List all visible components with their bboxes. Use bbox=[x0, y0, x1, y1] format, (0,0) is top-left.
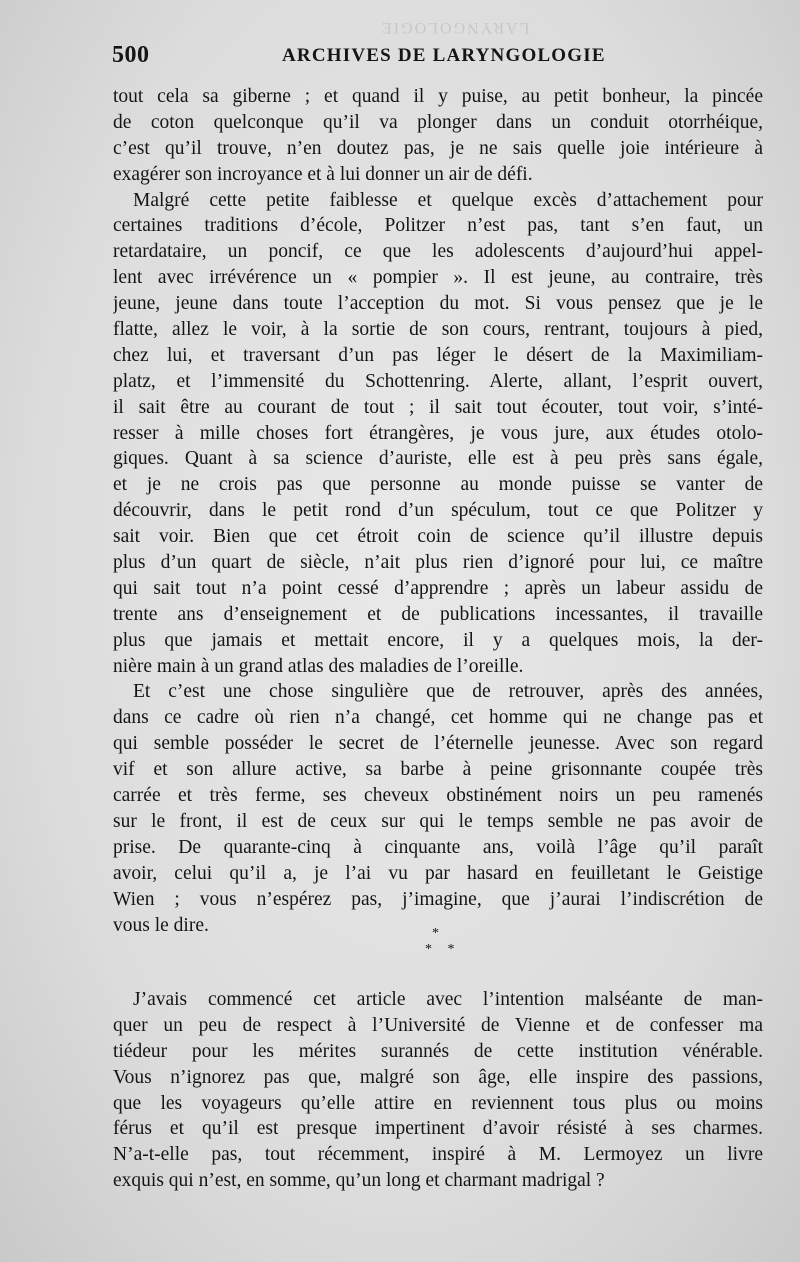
text-line: vif et son allure active, sa barbe à peine grisonnante coupée très bbox=[113, 759, 763, 781]
text-line: chez lui, et traversant d’un pas léger le désert de la Maximiliam- bbox=[113, 344, 763, 366]
text-line: platz, et l’immensité du Schottenring. Alerte, allant, l’esprit ouvert, bbox=[113, 370, 763, 392]
text-line: avoir, celui qu’il a, je l’ai vu par hasard en feuilletant le Geistige bbox=[113, 862, 763, 884]
text-line: sait voir. Bien que cet étroit coin de science qu’il illustre depuis bbox=[113, 526, 763, 548]
text-line: vous le dire. bbox=[113, 914, 209, 936]
text-line: retardataire, un poncif, ce que les adolescents d’aujourd’hui appel- bbox=[113, 241, 763, 263]
separator-stars-bottom: * * bbox=[425, 942, 461, 957]
paragraph-1 bbox=[113, 84, 763, 188]
paragraph-3 bbox=[113, 679, 763, 938]
text-line: c’est qu’il trouve, n’en doutez pas, je ne sais quelle joie intérieure à bbox=[113, 137, 763, 159]
text-line: que les voyageurs qu’elle attire en reviennent tous plus ou moins bbox=[113, 1092, 763, 1114]
text-line: Wien ; vous n’espérez pas, j’imagine, que j’aurai l’indiscrétion de bbox=[113, 888, 763, 910]
body-text bbox=[113, 84, 763, 938]
page-number: 500 bbox=[112, 42, 150, 68]
section-separator bbox=[0, 926, 800, 970]
text-line: sur le front, il est de ceux sur qui le temps semble ne pas avoir de bbox=[113, 810, 763, 832]
text-line: tiédeur pour les mérites surannés de cette institution vénérable. bbox=[113, 1040, 763, 1062]
text-line: jeune, jeune dans toute l’acception du mot. Si vous pensez que je le bbox=[113, 293, 763, 315]
text-line: resser à mille choses fort étrangères, je vous jure, aux études otolo- bbox=[113, 422, 763, 444]
text-line: nière main à un grand atlas des maladies de l’oreille. bbox=[113, 655, 524, 677]
text-line: il sait être au courant de tout ; il sait tout écouter, tout voir, s’inté- bbox=[113, 396, 763, 418]
text-line: Et c’est une chose singulière que de retrouver, après des années, bbox=[133, 681, 763, 703]
text-line: dans ce cadre où rien n’a changé, cet homme qui ne change pas et bbox=[113, 707, 763, 729]
text-line: plus que jamais et mettait encore, il y a quelques mois, la der- bbox=[113, 629, 763, 651]
paragraph-4 bbox=[113, 987, 763, 1194]
text-line: lent avec irrévérence un « pompier ». Il est jeune, au contraire, très bbox=[113, 267, 763, 289]
text-line: trente ans d’enseignement et de publications incessantes, il travaille bbox=[113, 603, 763, 625]
text-line: carrée et très ferme, ses cheveux obstinément noirs un peu ramenés bbox=[113, 785, 763, 807]
body-text-continued bbox=[113, 987, 763, 1194]
text-line: plus d’un quart de siècle, n’ait plus rien d’ignoré pour lui, ce maître bbox=[113, 552, 763, 574]
paragraph-2 bbox=[113, 188, 763, 680]
text-line: de coton quelconque qu’il va plonger dans un conduit otorrhéique, bbox=[113, 111, 763, 133]
separator-star-top: * bbox=[432, 926, 439, 941]
page-header bbox=[110, 42, 760, 72]
text-line: Vous n’ignorez pas que, malgré son âge, elle inspire des passions, bbox=[113, 1066, 763, 1088]
text-line: giques. Quant à sa science d’auriste, elle est à peu près sans égale, bbox=[113, 448, 763, 470]
text-line: et je ne crois pas que personne au monde puisse se vanter de bbox=[113, 474, 763, 496]
text-line: N’a-t-elle pas, tout récemment, inspiré à M. Lermoyez un livre bbox=[113, 1144, 763, 1166]
text-line: exagérer son incroyance et à lui donner un air de défi. bbox=[113, 163, 533, 185]
text-line: qui sait tout n’a point cessé d’apprendre ; après un labeur assidu de bbox=[113, 577, 763, 599]
text-line: férus et qu’il est presque impertinent d’avoir résisté à ses charmes. bbox=[113, 1118, 763, 1140]
running-head: ARCHIVES DE LARYNGOLOGIE bbox=[282, 45, 606, 66]
text-line: prise. De quarante-cinq à cinquante ans, voilà l’âge qu’il paraît bbox=[113, 836, 763, 858]
text-line: J’avais commencé cet article avec l’intention malséante de man- bbox=[133, 989, 763, 1010]
text-line: quer un peu de respect à l’Université de Vienne et de confesser ma bbox=[113, 1014, 763, 1036]
text-line: Malgré cette petite faiblesse et quelque excès d’attachement pour bbox=[133, 189, 763, 211]
bleed-through-text: LARYNGOLOGIE bbox=[380, 19, 530, 36]
text-line: exquis qui n’est, en somme, qu’un long et charmant madrigal ? bbox=[113, 1170, 605, 1192]
text-line: tout cela sa giberne ; et quand il y puise, au petit bonheur, la pincée bbox=[113, 86, 763, 107]
text-line: certaines traditions d’école, Politzer n’est pas, tant s’en faut, un bbox=[113, 215, 763, 237]
text-line: qui semble posséder le secret de l’éternelle jeunesse. Avec son regard bbox=[113, 733, 763, 755]
text-line: découvrir, dans le petit rond d’un spéculum, tout ce que Politzer y bbox=[113, 500, 763, 522]
text-line: flatte, allez le voir, à la sortie de son cours, rentrant, toujours à pied, bbox=[113, 319, 763, 341]
